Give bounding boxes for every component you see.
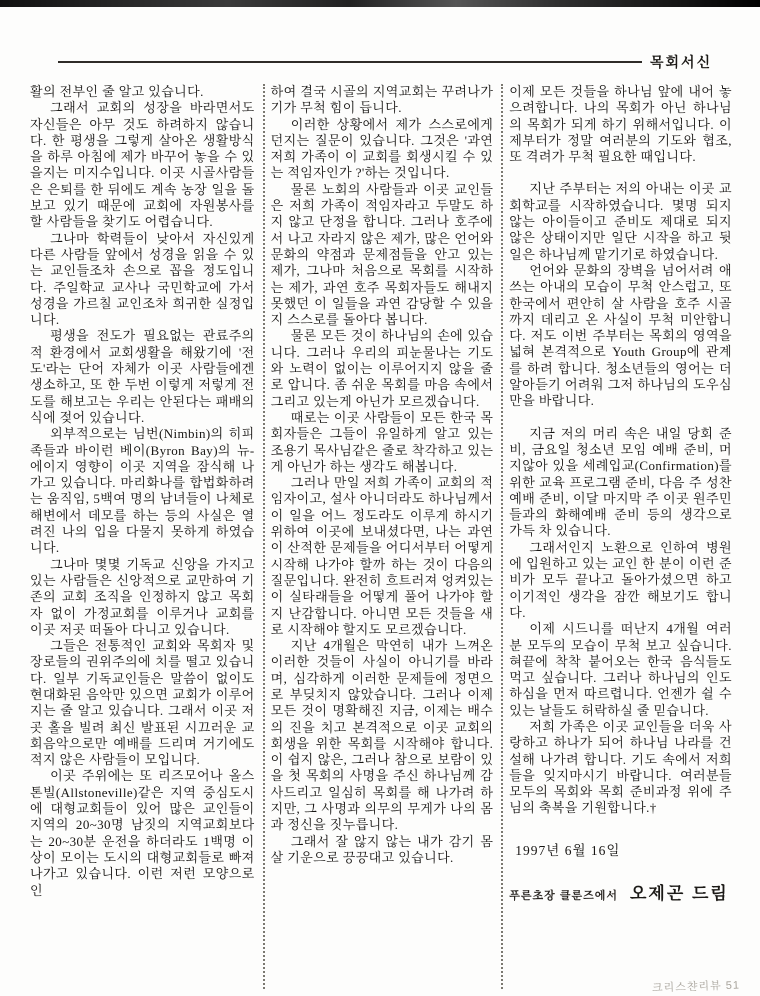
letter-date: 1997년 6월 16일 (515, 842, 621, 858)
paragraph: 그러나 만일 저희 가족이 교회의 적임자이고, 설사 아니더라도 하나님께서 이 일을 어느 정도라도 이루게 하시기 위하여 이곳에 보내셨다면, 나는 과연 이 산적한 문제들을 어디서부터 어떻게 시작해 나가야 할까 하는 것이 다음의 질문입니다. 완전히 흐트러져 엉켜있는 이 실타래들을 어떻게 풀어 나가야 할지 난감합니다. 아니면 모든 것들을 새로 시작해야 할지도 모르겠습니다. (270, 475, 494, 637)
paragraph: 지난 4개월은 막연히 내가 느껴온 이러한 것들이 사실이 아니기를 바라며, 심각하게 이러한 문제들에 정면으로 부딪치지 않았습니다. 그러나 이제 모든 것이 명확해진 지금, 이제는 배수의 진을 치고 본격적으로 이곳 교회의 회생을 위한 목회를 시작해야 합니다. 이 쉽지 않은, 그러나 참으로 보람이 있을 첫 목회의 사명을 주신 하나님께 감사드리고 일심히 목회를 해 나가려 하지만, 그 사명과 의무의 무게가 나의 몸과 정신을 짓누릅니다. (270, 638, 494, 833)
column-2 (263, 84, 502, 989)
paragraph: 때로는 이곳 사람들이 모든 한국 목회자들은 그들이 유일하게 알고 있는 조용기 목사님같은 줄로 착각하고 있는 게 아닌가 하는 생각도 해봅니다. (270, 409, 494, 474)
paragraph: 활의 전부인 줄 알고 있습니다. (30, 84, 204, 99)
column-1 (24, 84, 263, 989)
column-3-paragraphs (509, 84, 732, 817)
paragraph: 저희 가족은 이곳 교인들을 더욱 사랑하고 하나가 되어 하나님 나라를 건설해 나가려 합니다. 기도 속에서 저희들을 잊지마시기 바랍니다. 여러분들 모두의 목회와 목회 준비과정 위에 주님의 축복을 기원합니다.† (509, 718, 732, 816)
paragraph: 그래서 교회의 성장을 바라면서도 자신들은 아무 것도 하려하지 않습니다. 한 평생을 그렇게 살아온 생활방식을 하루 아침에 제가 바꾸어 놓을 수 있을지는 미지수입니다. 이곳 시골사람들은 은퇴를 한 뒤에도 계속 농장 일을 돌보고 있기 때문에 교회에 자원봉사를 할 사람들을 찾기도 어렵습니다. (30, 100, 255, 230)
paragraph: 그나마 학력들이 낮아서 자신있게 다른 사람들 앞에서 성경을 읽을 수 있는 교인들조차 손으로 꼽을 정도입니다. 주일학교 교사나 국민학교에 가서 성경을 가르칠 교인조차 희귀한 실정입니다. (30, 230, 255, 328)
section-title: 목회서신 (650, 54, 713, 70)
paragraph: 지금 저의 머리 속은 내일 당회 준비, 금요일 청소년 모임 예배 준비, 머지않아 있을 세례입교(Confirmation)를 위한 교육 프로그램 준비, 다음 주 성찬예배 준비, 이달 마지막 주 이곳 원주민들과의 화해예배 준비 등의 생각으로 가득 차 있습니다. (509, 425, 732, 539)
paragraph: 이곳 주위에는 또 리즈모어나 올스톤빌(Allstoneville)같은 지역 중심도시에 대형교회들이 있어 많은 교인들이 지역의 20~30명 남짓의 지역교회보다는 20~30분 운전을 하더라도 1백명 이상이 모이는 도시의 대형교회들로 빠져 나가고 있습니다. 이런 저런 모양으로 인 (30, 768, 255, 898)
paragraph: 물론 모든 것이 하나님의 손에 있습니다. 그러나 우리의 피눈물나는 기도와 노력이 없이는 이루어지지 않을 줄로 압니다. 좀 쉬운 목회를 마음 속에서 그리고 있는게 아닌가 모르겠습니다. (270, 328, 494, 409)
paragraph: 이제 시드니를 떠난지 4개월 여러분 모두의 모습이 무척 보고 싶습니다. 혀끝에 착착 붙어오는 한국 음식들도 먹고 싶습니다. 그러나 하나님의 인도하심을 먼저 따르렵니다. 언젠가 쉴 수 있는 날들도 허락하실 줄 믿습니다. (509, 621, 732, 718)
paragraph: 외부적으로는 님번(Nimbin)의 히피족들과 바이런 베이(Byron Bay)의 뉴-에이지 영향이 이곳 지역을 잠식해 나가고 있습니다. 마리화나를 합법화하려는 움직임, 5백여 명의 남녀들이 나체로 해변에서 데모를 하는 등의 사실은 열려진 나의 입을 다물지 못하게 하였습니다. (30, 426, 255, 556)
paragraph: 그들은 전통적인 교회와 목회자 및 장로들의 권위주의에 치를 떨고 있습니다. 일부 기독교인들은 말씀이 없이도 현대화된 음악만 있으면 교회가 이루어지는 줄 알고 있습니다. 그래서 이곳 저곳 홀을 빌려 최신 발표된 시끄러운 교회음악으로만 예배를 드리며 거기에도 적지 않은 사람들이 모입니다. (30, 638, 255, 768)
signature-name: 오제곤 드림 (629, 883, 729, 903)
header-rule (58, 61, 642, 63)
paragraph: 물론 노회의 사람들과 이곳 교인들은 저희 가족이 적임자라고 두말도 하지 않고 단정을 합니다. 그러나 호주에서 나고 자라지 않은 제가, 많은 언어와 문화의 약점과 문제점들을 안고 있는 제가, 그나마 처음으로 목회를 시작하는 제가, 과연 호주 목회자들도 해내지 못했던 이 일들을 과연 감당할 수 있을지 스스로를 돌아다 봅니다. (270, 181, 494, 328)
paragraph: 평생을 전도가 필요없는 관료주의적 환경에서 교회생활을 해왔기에 '전도'라는 단어 자체가 이곳 사람들에겐 생소하고, 또 한 두번 이렇게 저렇게 전도를 해보고는 우리는 안된다는 패배의식에 젖어 있습니다. (30, 328, 255, 425)
paragraph: 그래서인지 노환으로 인하여 병원에 입원하고 있는 교인 한 분이 이런 준비가 모두 끝나고 돌아가셨으면 하고 이기적인 생각을 잠깐 해보기도 합니다. (509, 539, 732, 620)
page-number-label: 크리스챤리뷰 51 (651, 979, 741, 995)
paragraph: 이제 모든 것들을 하나님 앞에 내어 놓으려합니다. 나의 목회가 아닌 하나님의 목회가 되게 하기 위해서입니다. 이제부터가 정말 여러분의 기도와 협조, 또 격려가 무척 필요한 때입니다. (509, 84, 732, 165)
paragraph: 그나마 몇몇 기독교 신앙을 가지고 있는 사람들은 신앙적으로 교만하여 기존의 교회 조직을 인정하지 않고 목회자 없이 가정교회를 이루거나 교회를 이곳 저곳 떠돌아 다니고 있습니다. (30, 556, 255, 637)
signature-place: 푸른초장 클룬즈에서 (509, 889, 618, 902)
paragraph: 언어와 문화의 장벽을 넘어서려 애쓰는 아내의 모습이 무척 안스럽고, 또 한국에서 편안히 살 사람을 호주 시골까지 데리고 온 사실이 무척 미안합니다. 저도 이번 주부터는 목회의 영역을 넓혀 본격적으로 Youth Group에 관계를 하려 합니다. 청소년들의 영어는 더 알아듣기 어려워 그저 하나님의 도우심만을 바랍니다. (509, 262, 732, 409)
paragraph: 그래서 잘 않지 않는 내가 감기 몸살 기운으로 끙끙대고 있습니다. (270, 833, 494, 865)
scan-edge-artifact (0, 0, 760, 7)
letter-body (24, 84, 740, 989)
paragraph: 지난 주부터는 저의 아내는 이곳 교회학교를 시작하였습니다. 몇명 되지 않는 아이들이고 준비도 제대로 되지 않은 상태이지만 일단 시작을 하고 뒷 일은 하나님께 맡기기로 하였습니다. (509, 181, 732, 262)
paragraph: 이러한 상황에서 제가 스스로에게 던지는 질문이 있습니다. 그것은 '과연 저희 가족이 이 교회를 회생시킬 수 있는 적임자인가 ?'하는 것입니다. (270, 116, 494, 181)
signature-block (509, 879, 732, 904)
page-header (58, 52, 742, 74)
paragraph: 하여 결국 시골의 지역교회는 꾸려나가기가 무척 힘이 듭니다. (270, 84, 494, 116)
column-3 (501, 84, 740, 989)
